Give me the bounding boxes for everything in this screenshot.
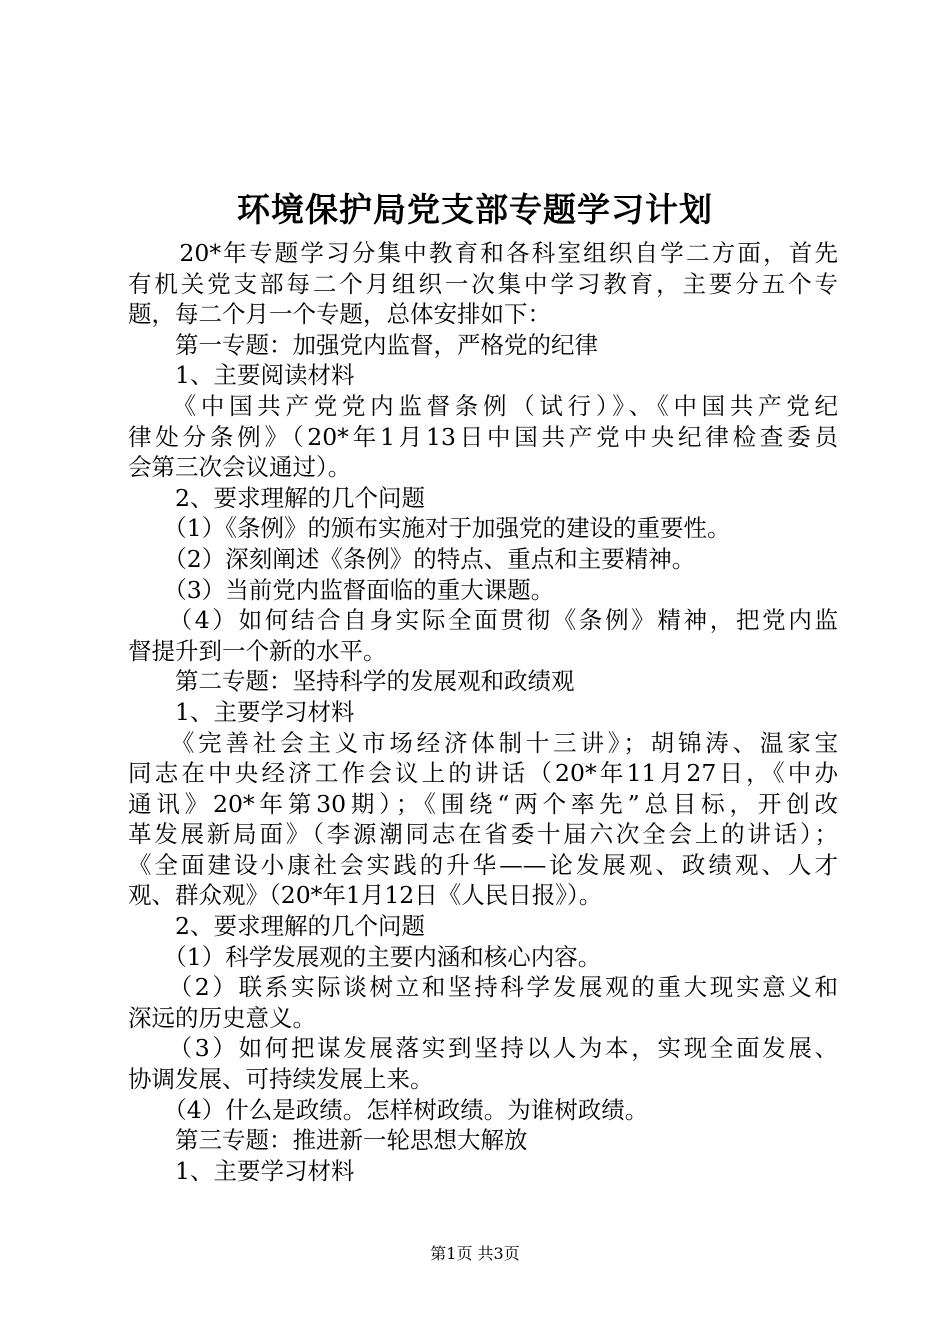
text-line: 革发展新局面》（李源潮同志在省委十届六次全会上的讲话）； xyxy=(128,820,838,849)
text-line: 第三专题：推进新一轮思想大解放 xyxy=(128,1126,528,1155)
text-line: 1、主要学习材料 xyxy=(128,697,355,726)
text-line: （2）深刻阐述《条例》的特点、重点和主要精神。 xyxy=(128,544,696,573)
text-line: 有机关党支部每二个月组织一次集中学习教育，主要分五个专 xyxy=(128,269,838,298)
text-line: 20*年专题学习分集中教育和各科室组织自学二方面，首先 xyxy=(128,239,838,267)
text-line: （4）如何结合自身实际全面贯彻《条例》精神，把党内监 xyxy=(128,606,838,635)
text-line: 同志在中央经济工作会议上的讲话（20*年11月27日，《中办 xyxy=(128,759,838,788)
text-line: （1）科学发展观的主要内涵和核心内容。 xyxy=(128,942,602,971)
document-body xyxy=(128,238,838,1186)
text-line: 督提升到一个新的水平。 xyxy=(128,636,387,665)
text-line: 题，每二个月一个专题，总体安排如下： xyxy=(128,300,551,329)
text-line: 《中国共产党党内监督条例（试行）》、《中国共产党纪 xyxy=(128,391,838,420)
text-line: 1、主要学习材料 xyxy=(128,1156,355,1185)
document-title: 环境保护局党支部专题学习计划 xyxy=(237,190,713,229)
text-line: 《全面建设小康社会实践的升华——论发展观、政绩观、人才 xyxy=(128,850,838,879)
text-line: 律处分条例》（20*年1月13日中国共产党中央纪律检查委员 xyxy=(128,422,838,451)
text-line: 深远的历史意义。 xyxy=(128,1003,316,1032)
text-line: （4）什么是政绩。怎样树政绩。为谁树政绩。 xyxy=(128,1095,649,1124)
text-line: （2）联系实际谈树立和坚持科学发展观的重大现实意义和 xyxy=(128,973,838,1002)
text-line: 2、要求理解的几个问题 xyxy=(128,912,425,941)
text-line: （3）如何把谋发展落实到坚持以人为本，实现全面发展、 xyxy=(128,1034,838,1063)
text-line: 观、群众观》（20*年1月12日《人民日报》）。 xyxy=(128,881,603,910)
text-line: 1、主要阅读材料 xyxy=(128,361,355,390)
text-line: （1）《条例》的颁布实施对于加强党的建设的重要性。 xyxy=(128,514,731,543)
text-line: 通讯》20*年第30期）；《围绕“两个率先”总目标，开创改 xyxy=(128,789,838,818)
text-line: 《完善社会主义市场经济体制十三讲》；胡锦涛、温家宝 xyxy=(128,728,838,757)
text-line: 第二专题：坚持科学的发展观和政绩观 xyxy=(128,667,575,696)
page-footer: 第1页 共3页 xyxy=(430,1244,520,1263)
text-line: 2、要求理解的几个问题 xyxy=(128,483,425,512)
text-line: （3）当前党内监督面临的重大课题。 xyxy=(128,575,555,604)
text-line: 会第三次会议通过）。 xyxy=(128,453,352,482)
text-line: 第一专题：加强党内监督，严格党的纪律 xyxy=(128,330,598,359)
text-line: 协调发展、可持续发展上来。 xyxy=(128,1065,434,1094)
